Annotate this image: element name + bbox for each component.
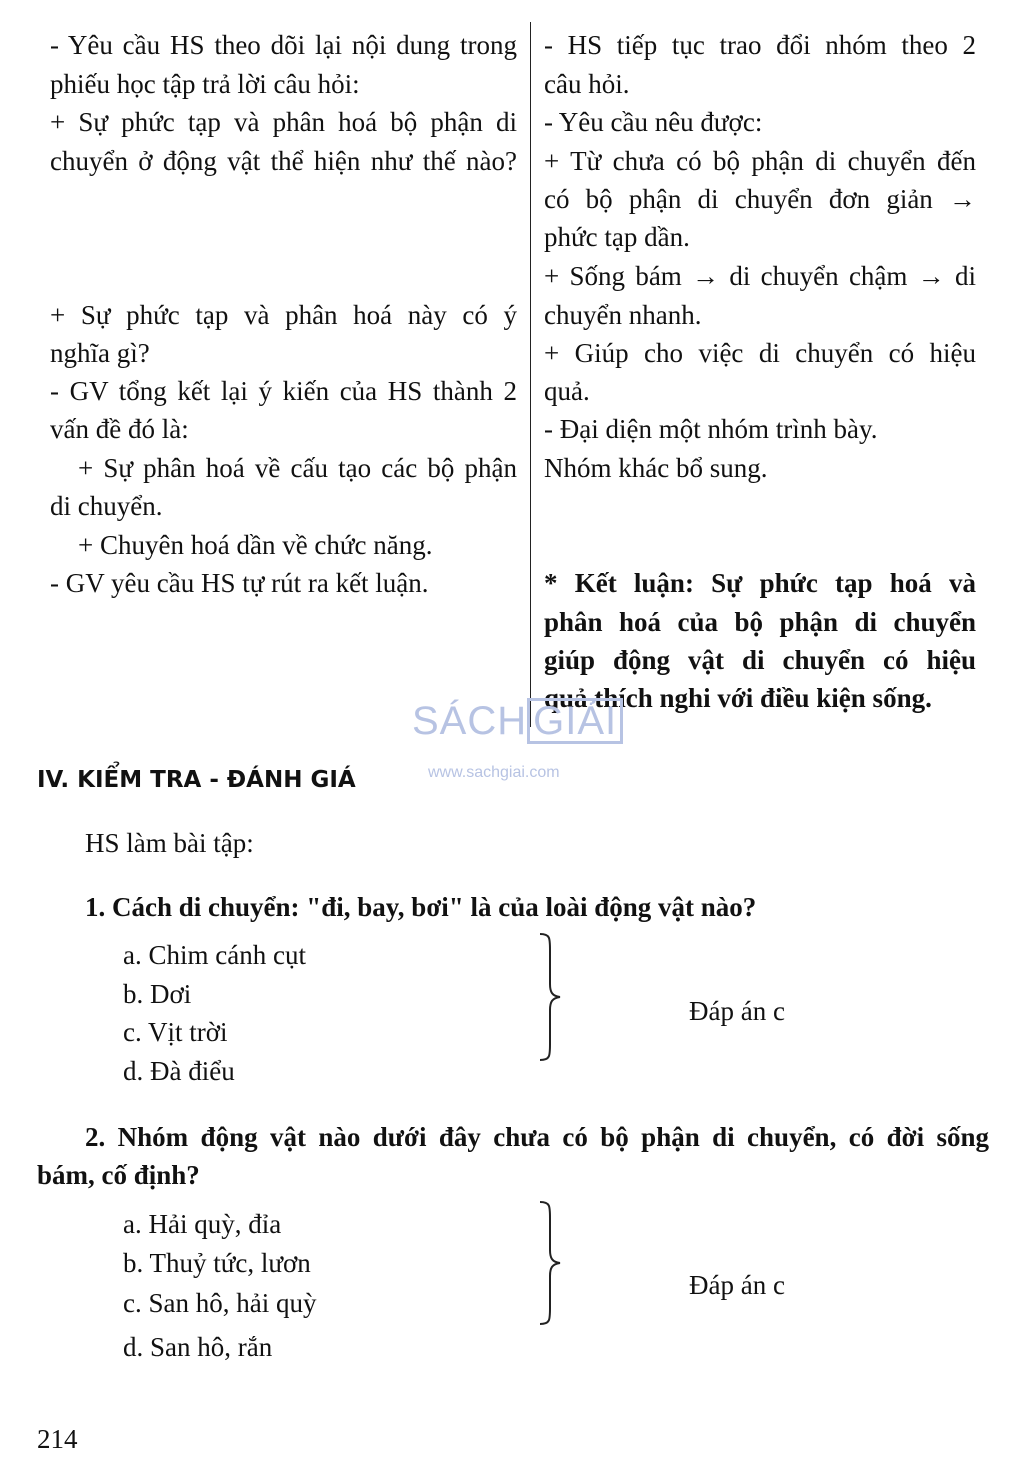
right-line: - Đại diện một nhóm trình bày. xyxy=(544,414,878,444)
right-line: - Yêu cầu nêu được: xyxy=(544,107,763,137)
left-line: nghĩa gì? xyxy=(50,338,150,368)
left-line: phiếu học tập trả lời câu hỏi: xyxy=(50,69,360,99)
left-line: di chuyển. xyxy=(50,491,163,521)
left-line: + Sự phân hoá về cấu tạo các bộ phận xyxy=(78,453,517,483)
option-item: b. Dơi xyxy=(123,979,192,1009)
conclusion-line: giúp động vật di chuyển có hiệu xyxy=(544,645,976,675)
right-line: quả. xyxy=(544,376,590,406)
right-line: + Giúp cho việc di chuyển có hiệu xyxy=(544,338,976,368)
right-line: Nhóm khác bổ sung. xyxy=(544,453,768,483)
left-line: - GV tổng kết lại ý kiến của HS thành 2 xyxy=(50,376,517,406)
right-line: + Từ chưa có bộ phận di chuyển đến xyxy=(544,146,976,176)
right-line: câu hỏi. xyxy=(544,69,630,99)
page-number: 214 xyxy=(37,1424,78,1454)
right-line: - HS tiếp tục trao đổi nhóm theo 2 xyxy=(544,30,976,60)
left-line: - GV yêu cầu HS tự rút ra kết luận. xyxy=(50,568,429,598)
left-line: vấn đề đó là: xyxy=(50,414,189,444)
right-line: + Sống bám → di chuyển chậm → di xyxy=(544,261,976,291)
option-item: c. Vịt trời xyxy=(123,1017,228,1047)
section-heading: IV. KIỂM TRA - ĐÁNH GIÁ xyxy=(37,767,356,793)
left-line: - Yêu cầu HS theo dõi lại nội dung trong xyxy=(50,30,517,60)
right-brace-icon xyxy=(538,932,564,1062)
answer-text: Đáp án c xyxy=(689,996,785,1026)
left-line: + Chuyên hoá dần về chức năng. xyxy=(78,530,433,560)
option-item: a. Chim cánh cụt xyxy=(123,940,306,970)
right-brace-icon xyxy=(538,1200,564,1326)
question-text: 1. Cách di chuyển: "đi, bay, bơi" là của loài động vật nào? xyxy=(85,892,757,922)
right-line: chuyển nhanh. xyxy=(544,300,702,330)
left-line: chuyển ở động vật thể hiện như thế nào? xyxy=(50,146,517,176)
watermark-url: www.sachgiai.com xyxy=(428,764,560,781)
option-item: a. Hải quỳ, đỉa xyxy=(123,1209,282,1239)
conclusion-line: phân hoá của bộ phận di chuyển xyxy=(544,607,976,637)
watermark-logo xyxy=(412,698,623,744)
conclusion-line: quả thích nghi với điều kiện sống. xyxy=(544,683,932,713)
option-item: b. Thuỷ tức, lươn xyxy=(123,1248,311,1278)
right-line: có bộ phận di chuyển đơn giản → xyxy=(544,184,976,214)
answer-text: Đáp án c xyxy=(689,1270,785,1300)
watermark-logo-text: SÁCH xyxy=(412,699,528,743)
left-line: + Sự phức tạp và phân hoá này có ý xyxy=(50,300,517,330)
right-line: phức tạp dần. xyxy=(544,222,690,252)
option-item: c. San hô, hải quỳ xyxy=(123,1288,317,1318)
section-intro: HS làm bài tập: xyxy=(85,828,254,858)
conclusion-line: * Kết luận: Sự phức tạp hoá và xyxy=(544,568,976,598)
question-text-continued: bám, cố định? xyxy=(37,1160,200,1190)
column-divider xyxy=(530,22,531,727)
left-line: + Sự phức tạp và phân hoá bộ phận di xyxy=(50,107,517,137)
option-item: d. San hô, rắn xyxy=(123,1332,273,1362)
question-text: 2. Nhóm động vật nào dưới đây chưa có bộ phận di chuyển, có đời sống xyxy=(85,1122,989,1152)
watermark-logo-box: GIẢI xyxy=(527,698,623,744)
option-item: d. Đà điểu xyxy=(123,1056,235,1086)
